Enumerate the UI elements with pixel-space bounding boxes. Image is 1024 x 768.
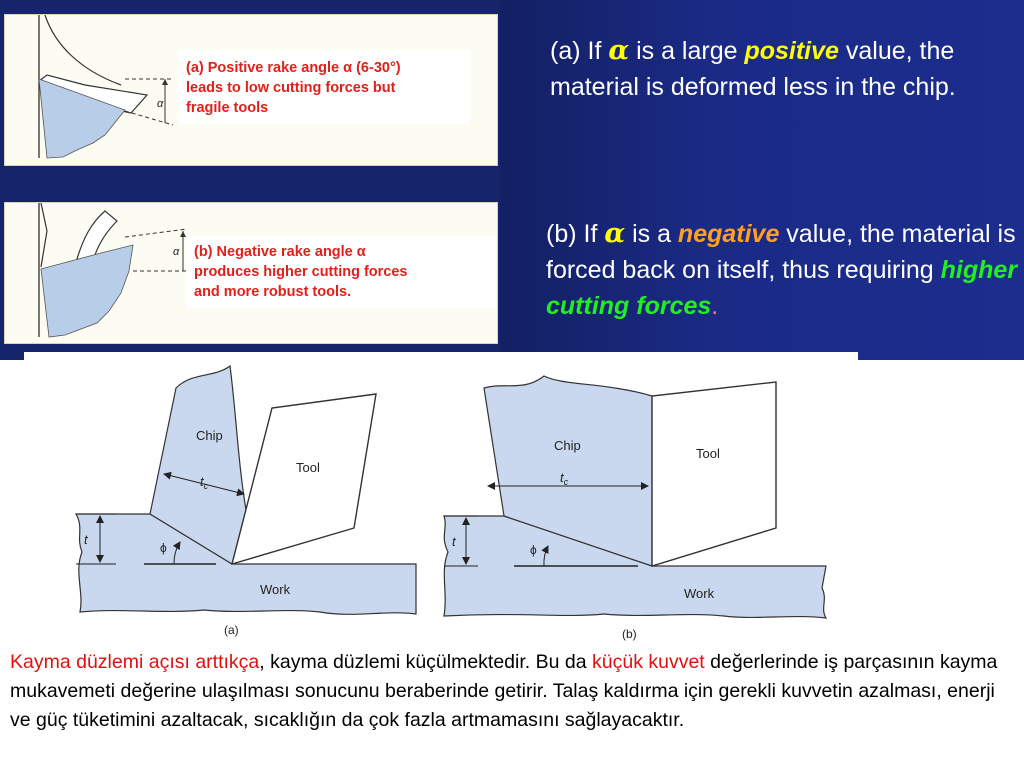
blurb-text: value, the material is forced back on itself, thus requiring <box>546 220 1016 284</box>
caption-line: (a) Positive rake angle α (6-30°) <box>186 60 401 76</box>
negative-rake-explanation <box>546 216 1024 324</box>
blurb-text: is a <box>625 220 678 248</box>
phi-label-b: ϕ <box>530 543 537 557</box>
blurb-text: value, the material is deformed less in the chip. <box>550 37 956 101</box>
negative-highlight: negative <box>677 220 780 248</box>
cutting-figure <box>24 352 858 648</box>
alpha-symbol: α <box>604 218 626 249</box>
tool-wedge <box>41 245 133 337</box>
tool-b <box>652 382 776 566</box>
caption-line: and more robust tools. <box>194 284 352 300</box>
t-label-a: t <box>84 532 88 547</box>
caption-b: (b) <box>622 627 637 641</box>
chip-curve <box>45 15 121 85</box>
blurb-text: (b) If <box>546 220 605 248</box>
tc-label-b: $t_c$ <box>560 470 569 487</box>
positive-highlight: positive <box>744 37 839 65</box>
positive-rake-caption <box>178 50 470 124</box>
positive-rake-explanation <box>550 33 1010 105</box>
caption-line: leads to low cutting forces but <box>186 80 396 96</box>
caption-line: fragile tools <box>186 100 269 116</box>
tool-label-a: Tool <box>296 460 320 475</box>
blurb-text: . <box>711 292 719 320</box>
higher-forces-highlight: higher cutting forces <box>546 256 1018 320</box>
paragraph-text: , kayma düzlemi küçülmektedir. Bu da <box>259 651 592 673</box>
reference-dash-bottom <box>125 111 173 125</box>
tc-label-a: $t_c$ <box>200 474 209 491</box>
caption-line: produces higher cutting forces <box>194 264 408 280</box>
chip-label-a: Chip <box>196 428 223 443</box>
alpha-label: α <box>173 246 180 258</box>
caption-a: (a) <box>224 623 239 637</box>
blurb-text: is a large <box>629 37 745 65</box>
t-label-b: t <box>452 534 456 549</box>
work-label-b: Work <box>684 586 715 601</box>
work-label-a: Work <box>260 582 291 597</box>
paragraph-text: değerlerinde iş parçasının kayma mukavemeti değerine ulaşılması sonucunu beraberinde getirir. Talaş kaldırma için gerekli kuvvetin azalması, enerji ve güç tüketimini azaltacak, sıcaklığın da çok fazla artmamasını sağlayacaktır. <box>10 651 998 731</box>
tool-edge <box>41 203 47 267</box>
shear-angle-phrase: Kayma düzlemi açısı arttıkça <box>10 651 260 673</box>
alpha-symbol: α <box>608 35 630 66</box>
blurb-text: (a) If <box>550 37 609 65</box>
negative-rake-caption <box>186 236 496 308</box>
alpha-label: α <box>157 98 164 110</box>
caption-line: (b) Negative rake angle α <box>194 244 366 260</box>
tool-a <box>232 394 376 564</box>
angle-arrowhead <box>162 79 168 85</box>
figure-b <box>444 376 826 641</box>
chip-label-b: Chip <box>554 438 581 453</box>
tool-label-b: Tool <box>696 446 720 461</box>
reference-dash-top <box>125 229 187 237</box>
explanation-paragraph <box>10 648 1020 735</box>
phi-label-a: ϕ <box>160 541 167 555</box>
small-force-phrase: küçük kuvvet <box>592 651 705 673</box>
orthogonal-cutting-diagram <box>24 352 858 648</box>
figure-a <box>76 366 416 637</box>
